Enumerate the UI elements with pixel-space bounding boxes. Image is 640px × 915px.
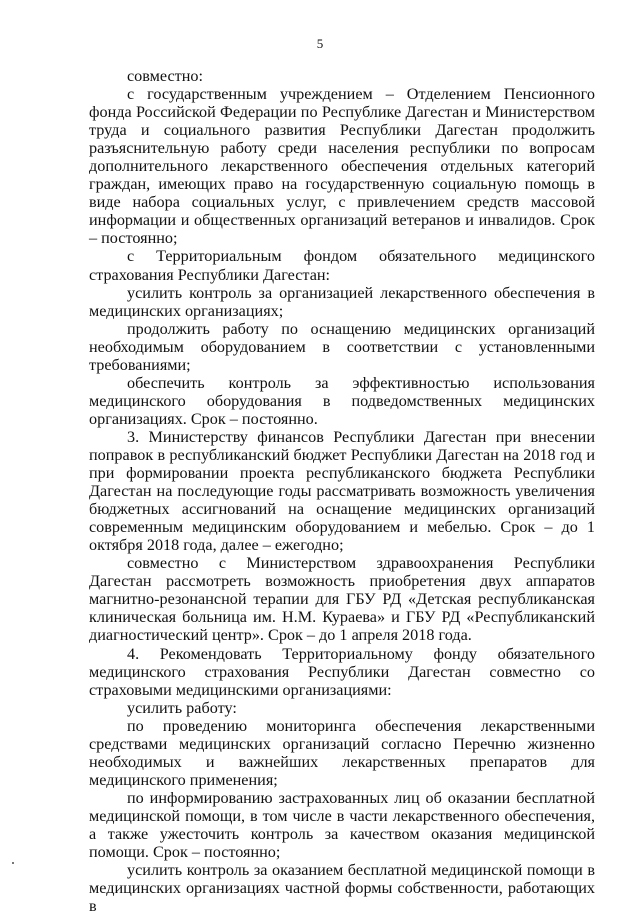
paragraph: усилить работу: (127, 698, 237, 717)
paragraph: совместно с Министерством здравоохранения Республики Дагестан рассмотреть возможность приобретения двух аппаратов магнитно-резонансной терапии для ГБУ РД «Детская республиканская клиническая больница им. Н.М. Кураева» и ГБУ РД «Республиканский диагностический центр». Срок – до 1 апреля 2018 года. (89, 554, 595, 645)
scan-speck (12, 862, 14, 864)
paragraph: совместно: (127, 67, 203, 85)
page-number: 5 (316, 36, 324, 51)
paragraph: усилить контроль за оказанием бесплатной медицинской помощи в медицинских организациях частной формы собственности, работающих в (89, 861, 595, 915)
paragraph: по информированию застрахованных лиц об оказании бесплатной медицинской помощи, в том числе в части лекарственного обеспечения, а также ужесточить контроль за качеством оказания медицинской помощи. Срок – постоянно; (89, 788, 595, 862)
paragraph: 3. Министерству финансов Республики Дагестан при внесении поправок в республиканский бюджет Республики Дагестан на 2018 год и при формировании проекта республиканского бюджета Республики Дагестан на последующие годы рассматривать возможность увеличения бюджетных ассигнований на оснащение медицинских организаций современным медицинским оборудованием и мебелью. Срок – до 1 октября 2018 года, далее – ежегодно; (89, 427, 595, 555)
paragraph: 4. Рекомендовать Территориальному фонду обязательного медицинского страхования Республики Дагестан совместно со страховыми медицинскими организациями: (89, 644, 595, 699)
paragraph: продолжить работу по оснащению медицинских организаций необходимым оборудованием в соответствии с установленными требованиями; (89, 319, 595, 374)
paragraph: с государственным учреждением – Отделением Пенсионного фонда Российской Федерации по Республике Дагестан и Министерством труда и социального развития Республики Дагестан продолжить разъяснительную работу среди населения республики по вопросам дополнительного лекарственного обеспечения отдельных категорий граждан, имеющих право на государственную социальную помощь в виде набора социальных услуг, с привлечением средств массовой информации и общественных организаций ветеранов и инвалидов. Срок – постоянно; (89, 85, 595, 248)
paragraph: обеспечить контроль за эффективностью использования медицинского оборудования в подведомственных медицинских организациях. Срок – постоянно. (89, 373, 595, 428)
paragraph: с Территориальным фондом обязательного медицинского страхования Республики Дагестан: (89, 247, 595, 284)
document-body (89, 67, 595, 915)
paragraph: усилить контроль за организацией лекарственного обеспечения в медицинских организациях; (89, 283, 595, 320)
paragraph: по проведению мониторинга обеспечения лекарственными средствами медицинских организаций согласно Перечню жизненно необходимых и важнейших лекарственных препаратов для медицинского применения; (89, 716, 595, 789)
